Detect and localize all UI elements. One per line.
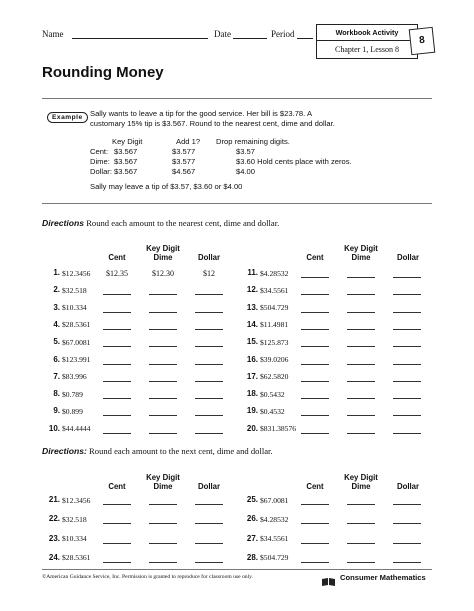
problem-number: 25. [246,495,258,504]
answer-blank-dollar[interactable] [393,433,421,434]
date-label: Date [214,29,231,39]
problem-number: 16. [246,354,258,364]
problem-amount: $67.0081 [62,337,91,347]
problem-amount: $34.5561 [260,534,289,544]
answer-blank-dime[interactable] [149,504,177,505]
answer-blank-dollar[interactable] [393,294,421,295]
problem-amount: $83.996 [62,372,87,382]
example-header-key: Key Digit [112,137,143,146]
answer-dime: $12.30 [152,268,174,278]
activity-number-badge [409,27,436,55]
answer-blank-dollar[interactable] [195,346,223,347]
col-cent-left: Cent [108,253,126,262]
problem-number: 14. [246,319,258,329]
answer-blank-dollar[interactable] [195,415,223,416]
answer-blank-dime[interactable] [347,294,375,295]
answer-blank-dime[interactable] [347,543,375,544]
date-line [233,38,267,39]
answer-blank-dollar[interactable] [195,562,223,563]
answer-blank-cent[interactable] [301,433,329,434]
problem-number: 4. [53,319,60,329]
problem-amount: $831.38576 [260,424,297,434]
page-title: Rounding Money [42,64,164,81]
problem-number: 23. [48,533,60,543]
problem-amount: $67.0081 [260,495,289,505]
col-cent-right-2: Cent [306,482,324,491]
example-row-drop: $4.00 [236,167,256,176]
problem-amount: $11.4981 [260,320,289,330]
problem-amount: $10.334 [62,534,87,544]
problem-number: 20. [246,423,258,433]
problem-number: 10. [48,423,60,433]
answer-blank-dime[interactable] [347,433,375,434]
col-key-digit-right: Key Digit [344,244,378,253]
answer-blank-dollar[interactable] [195,312,223,313]
col-dollar-left-2: Dollar [197,482,221,491]
answer-blank-dollar[interactable] [393,398,421,399]
directions-2-label: Directions: [42,446,87,456]
answer-blank-dollar[interactable] [393,543,421,544]
answer-dollar: $12 [203,268,215,278]
answer-blank-cent[interactable] [103,543,131,544]
problem-amount: $0.4532 [260,406,285,416]
answer-blank-dime[interactable] [347,312,375,313]
answer-blank-dime[interactable] [149,346,177,347]
problem-amount: $12.3456 [62,495,91,505]
problem-amount: $0.899 [62,406,83,416]
example-row-add: $3.577 [172,147,196,156]
workbook-label: Workbook Activity [317,25,417,41]
answer-blank-dollar[interactable] [195,398,223,399]
directions-2 [42,446,273,456]
problem-number: 26. [246,514,258,524]
problem-amount: $44.4444 [62,424,91,434]
col-dime-left-2: Dime [153,482,173,491]
answer-blank-dime[interactable] [149,398,177,399]
period-label: Period [271,29,295,39]
answer-blank-dime[interactable] [149,294,177,295]
answer-blank-dollar[interactable] [195,364,223,365]
answer-blank-cent[interactable] [301,329,329,330]
problem-number: 24. [48,552,60,562]
answer-blank-dime[interactable] [347,329,375,330]
directions-1-label: Directions [42,218,85,228]
footer-book-title: Consumer Mathematics [340,573,426,582]
answer-blank-cent[interactable] [103,415,131,416]
answer-blank-dime[interactable] [347,562,375,563]
problem-amount: $32.518 [62,514,87,524]
answer-blank-cent[interactable] [301,504,329,505]
problem-amount: $504.729 [260,303,289,313]
col-key-digit-left-2: Key Digit [146,473,180,482]
problem-amount: $4.28532 [260,268,289,278]
answer-blank-dime[interactable] [149,523,177,524]
answer-blank-cent[interactable] [301,294,329,295]
answer-blank-dollar[interactable] [195,543,223,544]
period-line [297,38,313,39]
name-line [72,38,208,39]
problem-number: 3. [53,302,60,312]
example-row-label: Dollar: [90,167,112,176]
example-row-add: $3.577 [172,157,196,166]
problem-number: 8. [53,389,60,399]
problem-number: 5. [53,337,60,347]
problem-amount: $28.5361 [62,553,91,563]
example-header-drop: Drop remaining digits. [216,137,290,146]
problem-amount: $0.5432 [260,389,285,399]
answer-blank-cent[interactable] [103,294,131,295]
problem-number: 18. [246,389,258,399]
answer-blank-cent[interactable] [301,543,329,544]
problem-number: 17. [246,371,258,381]
problem-amount: $28.5361 [62,320,91,330]
problem-number: 1. [53,268,60,277]
workbook-box [316,24,418,59]
answer-blank-dollar[interactable] [195,523,223,524]
example-text-line1: Sally wants to leave a tip for the good service. Her bill is $23.78. A [90,109,313,118]
example-header-add: Add 1? [176,137,201,146]
answer-blank-dollar[interactable] [195,381,223,382]
answer-blank-cent[interactable] [103,381,131,382]
example-row-key: $3.567 [114,167,138,176]
answer-blank-cent[interactable] [301,277,329,278]
example-row-label: Dime: [90,157,110,166]
col-cent-right: Cent [306,253,324,262]
example-row-drop: $3.60 Hold cents place with zeros. [236,157,352,166]
example-badge: Example [47,112,88,123]
activity-number: 8 [418,34,426,47]
answer-cent: $12.35 [106,268,128,278]
problem-amount: $4.28532 [260,514,289,524]
answer-blank-dime[interactable] [149,364,177,365]
problem-number: 11. [247,268,258,277]
answer-blank-dime[interactable] [347,346,375,347]
answer-blank-cent[interactable] [301,381,329,382]
answer-blank-dime[interactable] [149,433,177,434]
problem-number: 13. [246,302,258,312]
answer-blank-dollar[interactable] [393,523,421,524]
answer-blank-dime[interactable] [149,543,177,544]
answer-blank-dollar[interactable] [393,415,421,416]
problem-amount: $10.334 [62,303,87,313]
answer-blank-cent[interactable] [301,398,329,399]
col-key-digit-left: Key Digit [146,244,180,253]
example-rule [42,203,432,204]
answer-blank-dime[interactable] [149,415,177,416]
name-label: Name [42,29,64,39]
problem-amount: $504.729 [260,553,289,563]
answer-blank-dime[interactable] [347,415,375,416]
answer-blank-dime[interactable] [347,504,375,505]
book-icon [322,573,336,581]
problem-amount: $12.3456 [62,268,91,278]
answer-blank-dollar[interactable] [393,277,421,278]
col-dollar-right: Dollar [396,253,420,262]
answer-blank-dime[interactable] [347,398,375,399]
answer-blank-dime[interactable] [149,381,177,382]
answer-blank-dollar[interactable] [195,294,223,295]
problem-number: 21. [48,495,60,504]
answer-blank-dollar[interactable] [393,562,421,563]
answer-blank-cent[interactable] [301,346,329,347]
answer-blank-dime[interactable] [149,312,177,313]
answer-blank-cent[interactable] [103,398,131,399]
problem-amount: $62.5820 [260,372,289,382]
answer-blank-cent[interactable] [103,433,131,434]
answer-blank-cent[interactable] [103,346,131,347]
answer-blank-cent[interactable] [103,312,131,313]
answer-blank-dollar[interactable] [393,329,421,330]
footer-copyright: ©American Guidance Service, Inc. Permission is granted to reproduce for classroom use only. [42,574,253,580]
answer-blank-dollar[interactable] [195,433,223,434]
col-cent-left-2: Cent [108,482,126,491]
answer-blank-dime[interactable] [149,329,177,330]
answer-blank-dime[interactable] [347,364,375,365]
title-rule [42,98,432,99]
example-row-label: Cent: [90,147,109,156]
problem-number: 12. [246,285,258,295]
answer-blank-dime[interactable] [347,381,375,382]
answer-blank-cent[interactable] [103,523,131,524]
problem-amount: $0.789 [62,389,83,399]
col-dime-right: Dime [351,253,371,262]
col-dollar-right-2: Dollar [396,482,420,491]
problem-number: 19. [246,406,258,416]
problem-amount: $39.0206 [260,355,289,364]
answer-blank-cent[interactable] [103,562,131,563]
answer-blank-cent[interactable] [301,364,329,365]
col-dime-right-2: Dime [351,482,371,491]
answer-blank-dollar[interactable] [393,381,421,382]
example-row-add: $4.567 [172,167,196,176]
problem-number: 22. [48,514,60,524]
col-dollar-left: Dollar [197,253,221,262]
answer-blank-dime[interactable] [347,523,375,524]
answer-blank-cent[interactable] [103,329,131,330]
problem-number: 6. [53,354,60,364]
answer-blank-cent[interactable] [103,364,131,365]
problem-amount: $32.518 [62,285,87,295]
answer-blank-cent[interactable] [301,415,329,416]
col-key-digit-right-2: Key Digit [344,473,378,482]
problem-number: 7. [53,371,60,381]
directions-1 [42,218,279,228]
directions-1-text: Round each amount to the nearest cent, dime and dollar. [86,218,280,228]
answer-blank-dime[interactable] [347,277,375,278]
answer-blank-cent[interactable] [301,562,329,563]
problem-number: 9. [53,406,60,416]
col-dime-left: Dime [153,253,173,262]
example-conclusion: Sally may leave a tip of $3.57, $3.60 or $4.00 [90,182,243,191]
example-text-line2: customary 15% tip is $3.567. Round to the nearest cent, dime and dollar. [90,119,335,128]
problem-number: 27. [246,533,258,543]
answer-blank-dollar[interactable] [393,504,421,505]
problem-amount: $34.5561 [260,285,289,295]
problem-amount: $123.991 [62,355,91,364]
example-row-drop: $3.57 [236,147,256,156]
footer-rule [42,569,432,570]
answer-blank-dollar[interactable] [393,312,421,313]
answer-blank-cent[interactable] [301,312,329,313]
problem-number: 2. [53,285,60,295]
answer-blank-dollar[interactable] [393,346,421,347]
example-row-key: $3.567 [114,157,138,166]
answer-blank-cent[interactable] [301,523,329,524]
problem-number: 28. [246,552,258,562]
chapter-label: Chapter 1, Lesson 8 [335,45,399,54]
answer-blank-dollar[interactable] [195,504,223,505]
directions-2-text: Round each amount to the next cent, dime and dollar. [89,446,273,456]
example-row-key: $3.567 [114,147,138,156]
answer-blank-dollar[interactable] [195,329,223,330]
answer-blank-dollar[interactable] [393,364,421,365]
problem-amount: $125.873 [260,337,289,347]
problem-number: 15. [246,337,258,347]
answer-blank-cent[interactable] [103,504,131,505]
answer-blank-dime[interactable] [149,562,177,563]
